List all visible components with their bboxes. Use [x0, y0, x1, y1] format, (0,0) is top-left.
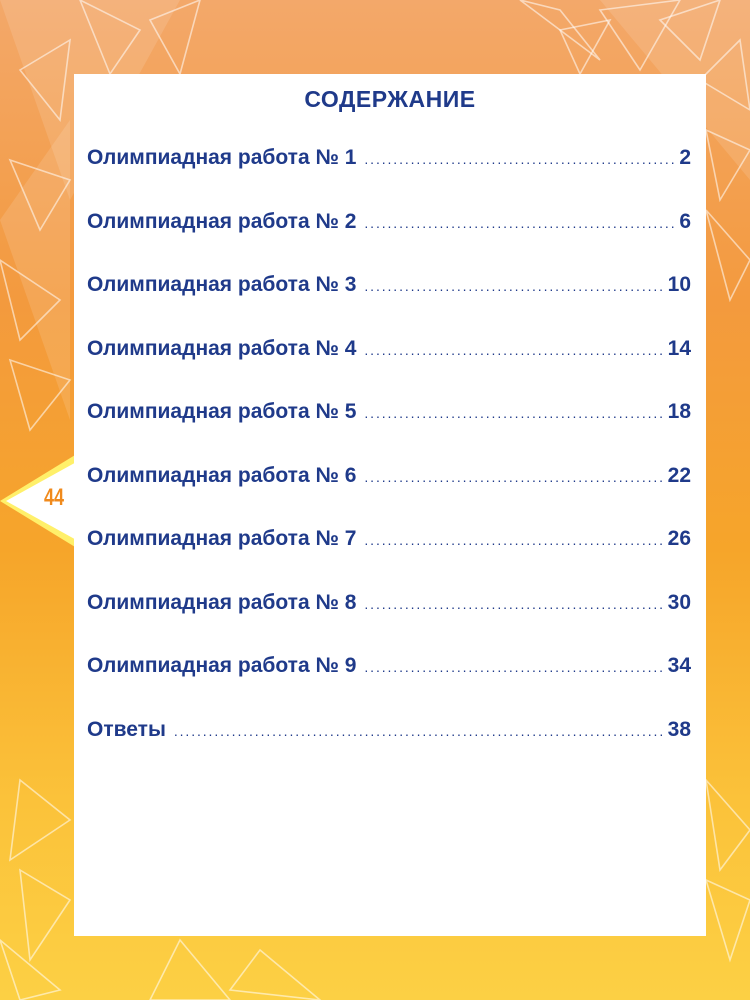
toc-item-label: Олимпиадная работа № 9 — [87, 654, 357, 677]
toc-item[interactable] — [87, 654, 691, 718]
contents-card — [74, 74, 706, 936]
toc-item-page: 6 — [679, 209, 691, 233]
toc-item-page: 34 — [667, 654, 691, 677]
toc-item-page: 22 — [667, 463, 691, 487]
toc-item-page: 14 — [667, 336, 691, 360]
toc-item-label: Олимпиадная работа № 1 — [87, 146, 357, 169]
dot-leader — [174, 718, 664, 742]
toc-item-page: 30 — [667, 590, 691, 614]
dot-leader — [364, 337, 663, 361]
toc-item[interactable] — [87, 464, 691, 528]
dot-leader — [364, 146, 675, 170]
dot-leader — [364, 210, 675, 234]
toc-item[interactable] — [87, 337, 691, 401]
dot-leader — [364, 527, 663, 551]
table-of-contents — [87, 146, 691, 781]
toc-item[interactable] — [87, 400, 691, 464]
toc-item-label: Олимпиадная работа № 4 — [87, 336, 357, 360]
toc-item[interactable] — [87, 591, 691, 655]
dot-leader — [364, 400, 663, 424]
dot-leader — [364, 654, 663, 678]
toc-item-page: 26 — [667, 527, 691, 550]
toc-item-page: 18 — [667, 400, 691, 423]
toc-item-page: 10 — [667, 273, 691, 296]
page-number: 44 — [43, 484, 65, 511]
toc-item-label: Олимпиадная работа № 5 — [87, 400, 357, 423]
page-title: СОДЕРЖАНИЕ — [304, 86, 476, 112]
toc-item-label: Олимпиадная работа № 8 — [87, 590, 357, 614]
toc-item-page: 38 — [667, 717, 691, 741]
toc-item-label: Олимпиадная работа № 2 — [87, 209, 357, 233]
dot-leader — [364, 464, 663, 488]
toc-item[interactable] — [87, 146, 691, 210]
toc-item[interactable] — [87, 273, 691, 337]
toc-item-label: Ответы — [87, 717, 166, 741]
toc-item[interactable] — [87, 210, 691, 274]
toc-item-label: Олимпиадная работа № 7 — [87, 527, 357, 550]
toc-item[interactable] — [87, 527, 691, 591]
dot-leader — [364, 273, 663, 297]
toc-item-label: Олимпиадная работа № 6 — [87, 463, 357, 487]
toc-item-page: 2 — [679, 146, 691, 169]
dot-leader — [364, 591, 663, 615]
toc-item-label: Олимпиадная работа № 3 — [87, 273, 357, 296]
toc-item[interactable] — [87, 718, 691, 782]
